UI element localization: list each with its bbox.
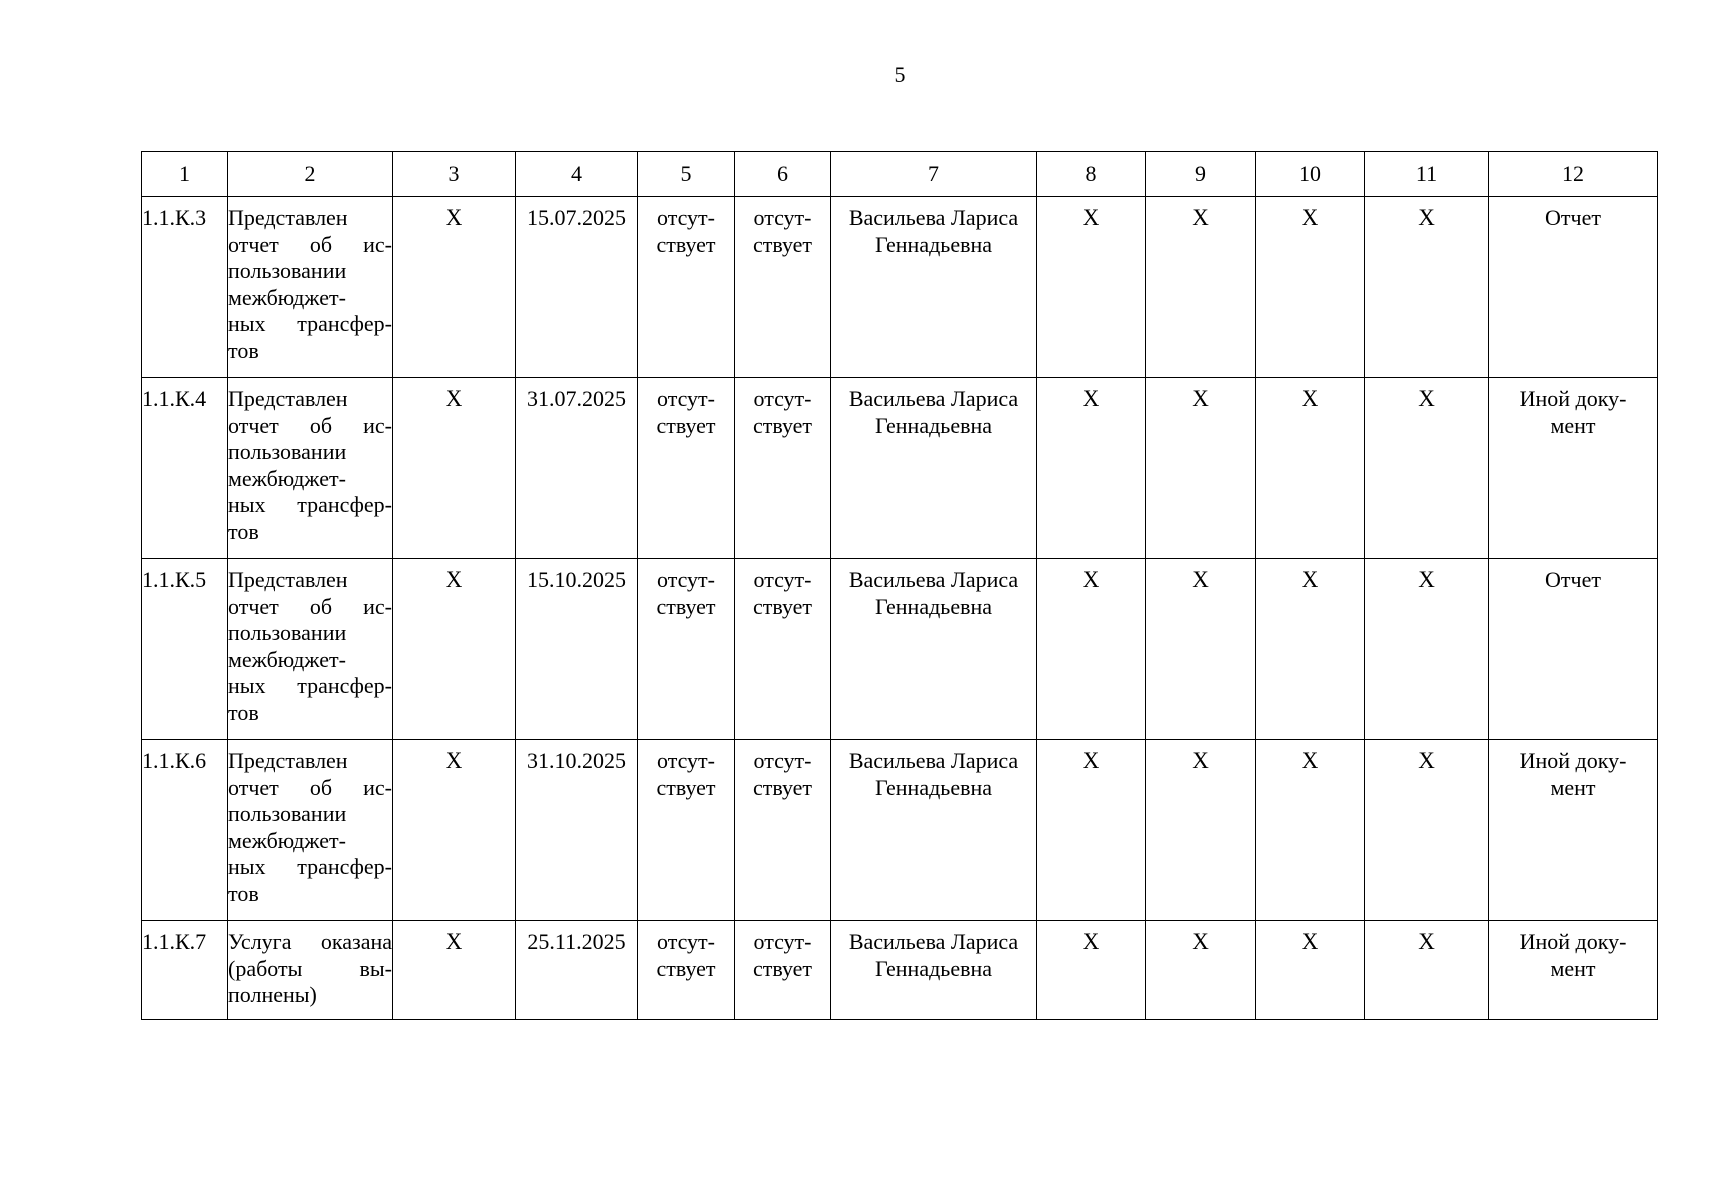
col5-status-line: ствует xyxy=(656,593,716,619)
col5-status-line: отсут- xyxy=(656,929,715,954)
control-point-name-line: полнены) xyxy=(228,982,317,1007)
due-date: 31.07.2025 xyxy=(516,378,638,559)
column-header: 10 xyxy=(1256,152,1365,197)
col6-status-line: отсут- xyxy=(753,386,812,411)
document-type xyxy=(1489,378,1658,559)
responsible-person xyxy=(831,378,1037,559)
control-point-name xyxy=(228,921,393,1020)
control-point-name-line: тов xyxy=(228,518,259,544)
document-type-line: мент xyxy=(1550,774,1596,800)
control-point-number: 1.1.К.3 xyxy=(142,197,228,378)
responsible-person xyxy=(831,740,1037,921)
table-row xyxy=(142,559,1658,740)
control-point-name-line: пользовании xyxy=(228,620,347,645)
responsible-person-line: Геннадьевна xyxy=(874,955,993,981)
table-row xyxy=(142,197,1658,378)
responsible-person-line: Васильева Лариса xyxy=(848,567,1019,592)
col9-mark: X xyxy=(1146,740,1256,921)
col9-mark: X xyxy=(1146,197,1256,378)
col5-status xyxy=(638,740,735,921)
col8-mark: X xyxy=(1037,559,1146,740)
control-point-name-line: Представлен xyxy=(228,748,348,773)
col5-status-line: отсут- xyxy=(656,748,715,773)
document-type xyxy=(1489,921,1658,1020)
due-date: 31.10.2025 xyxy=(516,740,638,921)
col11-mark: X xyxy=(1365,559,1489,740)
col6-status-line: отсут- xyxy=(753,567,812,592)
col6-status-line: отсут- xyxy=(753,205,812,230)
table-row xyxy=(142,921,1658,1020)
document-type xyxy=(1489,197,1658,378)
col10-mark: X xyxy=(1256,559,1365,740)
responsible-person-line: Васильева Лариса xyxy=(848,205,1019,230)
col6-status-line: отсут- xyxy=(753,748,812,773)
col5-status-line: отсут- xyxy=(656,567,715,592)
col10-mark: X xyxy=(1256,378,1365,559)
responsible-person-line: Васильева Лариса xyxy=(848,386,1019,411)
document-type-line: Отчет xyxy=(1545,567,1601,592)
control-point-name-line: тов xyxy=(228,337,259,363)
col11-mark: X xyxy=(1365,740,1489,921)
col6-status xyxy=(735,559,831,740)
column-header: 1 xyxy=(142,152,228,197)
control-point-name xyxy=(228,197,393,378)
column-header: 6 xyxy=(735,152,831,197)
control-point-name xyxy=(228,740,393,921)
col6-status-line: ствует xyxy=(752,412,813,438)
col6-status xyxy=(735,740,831,921)
responsible-person xyxy=(831,559,1037,740)
col6-status-line: отсут- xyxy=(753,929,812,954)
column-header: 4 xyxy=(516,152,638,197)
col8-mark: X xyxy=(1037,921,1146,1020)
responsible-person-line: Геннадьевна xyxy=(874,231,993,257)
document-type-line: Иной доку- xyxy=(1519,929,1627,954)
col6-status-line: ствует xyxy=(752,774,813,800)
document-type xyxy=(1489,559,1658,740)
col9-mark: X xyxy=(1146,559,1256,740)
col11-mark: X xyxy=(1365,197,1489,378)
col5-status xyxy=(638,197,735,378)
col5-status xyxy=(638,559,735,740)
control-point-name-line: Представлен xyxy=(228,205,348,230)
col5-status xyxy=(638,921,735,1020)
control-point-name xyxy=(228,378,393,559)
col10-mark: X xyxy=(1256,740,1365,921)
control-point-name-line: межбюджет- xyxy=(228,284,346,310)
control-point-name-line: отчет об ис- xyxy=(228,231,392,257)
column-header: 5 xyxy=(638,152,735,197)
col9-mark: X xyxy=(1146,378,1256,559)
responsible-person xyxy=(831,197,1037,378)
col8-mark: X xyxy=(1037,197,1146,378)
document-type xyxy=(1489,740,1658,921)
col3-mark: X xyxy=(393,921,516,1020)
control-point-name-line: отчет об ис- xyxy=(228,412,392,438)
column-header: 8 xyxy=(1037,152,1146,197)
control-point-name-line: пользовании xyxy=(228,258,347,283)
page-number: 5 xyxy=(894,62,906,87)
control-point-name-line: отчет об ис- xyxy=(228,774,392,800)
col10-mark: X xyxy=(1256,921,1365,1020)
table-row xyxy=(142,378,1658,559)
col6-status-line: ствует xyxy=(752,231,813,257)
col5-status-line: отсут- xyxy=(656,386,715,411)
control-point-name-line: Услуга оказана xyxy=(228,929,392,954)
column-header: 2 xyxy=(228,152,393,197)
document-type-line: мент xyxy=(1550,412,1596,438)
responsible-person xyxy=(831,921,1037,1020)
control-point-name-line: межбюджет- xyxy=(228,827,346,853)
control-point-number: 1.1.К.4 xyxy=(142,378,228,559)
column-header: 7 xyxy=(831,152,1037,197)
control-point-name-line: пользовании xyxy=(228,801,347,826)
col3-mark: X xyxy=(393,197,516,378)
responsible-person-line: Геннадьевна xyxy=(874,412,993,438)
col3-mark: X xyxy=(393,559,516,740)
col5-status-line: ствует xyxy=(656,231,716,257)
responsible-person-line: Васильева Лариса xyxy=(848,748,1019,773)
control-point-name-line: ных трансфер- xyxy=(228,854,392,879)
control-point-name-line: пользовании xyxy=(228,439,347,464)
control-points-table xyxy=(141,151,1658,1020)
column-header: 3 xyxy=(393,152,516,197)
responsible-person-line: Геннадьевна xyxy=(874,774,993,800)
column-header: 9 xyxy=(1146,152,1256,197)
col10-mark: X xyxy=(1256,197,1365,378)
col9-mark: X xyxy=(1146,921,1256,1020)
document-type-line: Отчет xyxy=(1545,205,1601,230)
responsible-person-line: Васильева Лариса xyxy=(848,929,1019,954)
control-point-number: 1.1.К.6 xyxy=(142,740,228,921)
document-type-line: Иной доку- xyxy=(1519,386,1627,411)
col5-status-line: ствует xyxy=(656,774,716,800)
col3-mark: X xyxy=(393,740,516,921)
control-point-name-line: отчет об ис- xyxy=(228,593,392,619)
control-point-name-line: Представлен xyxy=(228,567,348,592)
control-point-name-line: (работы вы- xyxy=(228,955,392,981)
col5-status-line: отсут- xyxy=(656,205,715,230)
responsible-person-line: Геннадьевна xyxy=(874,593,993,619)
col6-status-line: ствует xyxy=(752,593,813,619)
column-header: 11 xyxy=(1365,152,1489,197)
col6-status-line: ствует xyxy=(752,955,813,981)
due-date: 15.07.2025 xyxy=(516,197,638,378)
control-point-number: 1.1.К.5 xyxy=(142,559,228,740)
header-row xyxy=(142,152,1658,197)
control-point-name-line: ных трансфер- xyxy=(228,311,392,336)
control-point-name xyxy=(228,559,393,740)
document-type-line: мент xyxy=(1550,955,1596,981)
col5-status-line: ствует xyxy=(656,955,716,981)
due-date: 25.11.2025 xyxy=(516,921,638,1020)
col6-status xyxy=(735,197,831,378)
col3-mark: X xyxy=(393,378,516,559)
col5-status xyxy=(638,378,735,559)
control-point-name-line: тов xyxy=(228,699,259,725)
col5-status-line: ствует xyxy=(656,412,716,438)
due-date: 15.10.2025 xyxy=(516,559,638,740)
control-point-name-line: тов xyxy=(228,880,259,906)
document-type-line: Иной доку- xyxy=(1519,748,1627,773)
col6-status xyxy=(735,378,831,559)
control-point-name-line: ных трансфер- xyxy=(228,673,392,698)
control-point-name-line: Представлен xyxy=(228,386,348,411)
control-point-name-line: межбюджет- xyxy=(228,646,346,672)
control-point-name-line: межбюджет- xyxy=(228,465,346,491)
col11-mark: X xyxy=(1365,378,1489,559)
table-row xyxy=(142,740,1658,921)
col8-mark: X xyxy=(1037,740,1146,921)
col11-mark: X xyxy=(1365,921,1489,1020)
col6-status xyxy=(735,921,831,1020)
control-point-name-line: ных трансфер- xyxy=(228,492,392,517)
col8-mark: X xyxy=(1037,378,1146,559)
column-header: 12 xyxy=(1489,152,1658,197)
control-point-number: 1.1.К.7 xyxy=(142,921,228,1020)
